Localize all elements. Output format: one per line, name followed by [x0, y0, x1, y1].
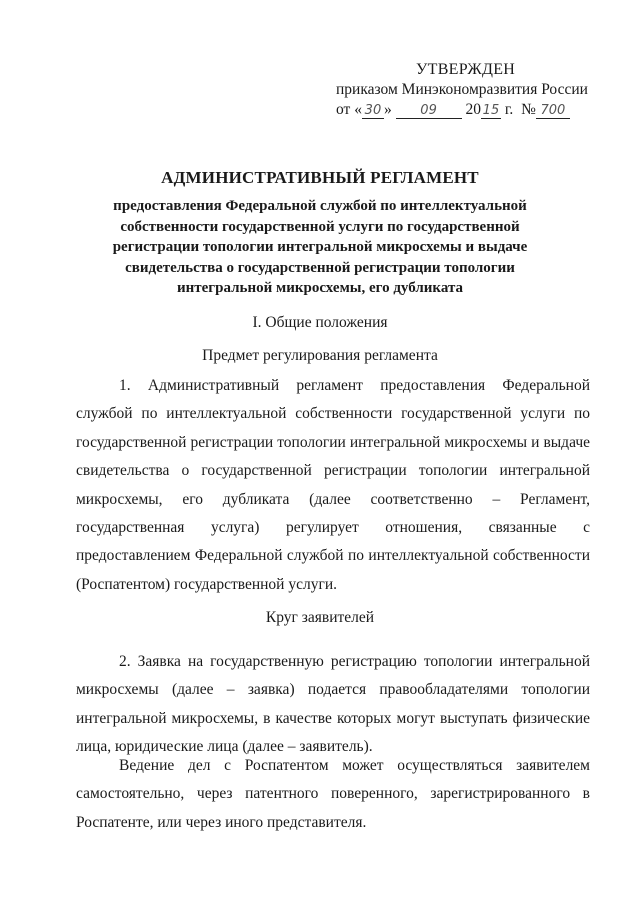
year-prefix: 20 [465, 101, 481, 118]
date-separator: » [383, 101, 392, 118]
date-day-handwritten: 30 [362, 103, 384, 119]
date-month-handwritten: 09 [396, 103, 462, 119]
date-prefix: от « [336, 101, 362, 118]
paragraph-1 [76, 372, 590, 599]
approval-title: УТВЕРЖДЕН [416, 61, 516, 78]
paragraph-1-text: 1. Административный регламент предоставления Федеральной службой по интеллектуальной собственности государственной услуги по государственной регистрации топологии интегральной микросхемы и выдаче свидетельства о государственной регистрации топологии интегральной микросхемы, его дубликата (далее соответственно – Регламент, государственная услуга) регулирует отношения, связанные с предоставлением Федеральной службой по интеллектуальной собственности (Роспатентом) государственной услуги. [76, 377, 590, 593]
order-number-handwritten: 700 [536, 103, 570, 119]
approval-date-line [336, 100, 596, 120]
section-general-heading: I. Общие положения [252, 314, 388, 331]
paragraph-3 [76, 752, 590, 837]
approval-order-line: приказом Минэкономразвития России [336, 81, 588, 98]
year-label: г. [504, 101, 514, 118]
approval-block [336, 60, 596, 120]
year-suffix-handwritten: 15 [482, 103, 500, 118]
number-label: № [521, 101, 536, 118]
paragraph-2 [76, 648, 590, 762]
paragraph-3-text: Ведение дел с Роспатентом может осуществляться заявителем самостоятельно, через патентного поверенного, зарегистрированного в Роспатенте, или через иного представителя. [76, 757, 590, 831]
section-subject-heading: Предмет регулирования регламента [202, 347, 438, 364]
document-title: АДМИНИСТРАТИВНЫЙ РЕГЛАМЕНТ [161, 168, 479, 187]
paragraph-2-text: 2. Заявка на государственную регистрацию топологии интегральной микросхемы (далее – заявка) подается правообладателями топологии интегральной микросхемы, в качестве которых могут выступать физические лица, юридические лица (далее – заявитель). [76, 653, 590, 756]
document-subtitle: предоставления Федеральной службой по интеллектуальной собственности государственной услуги по государственной регистрации топологии интегральной микросхемы и выдаче свидетельства о государственной регистрации топологии интегральной микросхемы, его дубликата [112, 198, 528, 296]
section-applicants-heading: Круг заявителей [265, 609, 375, 626]
